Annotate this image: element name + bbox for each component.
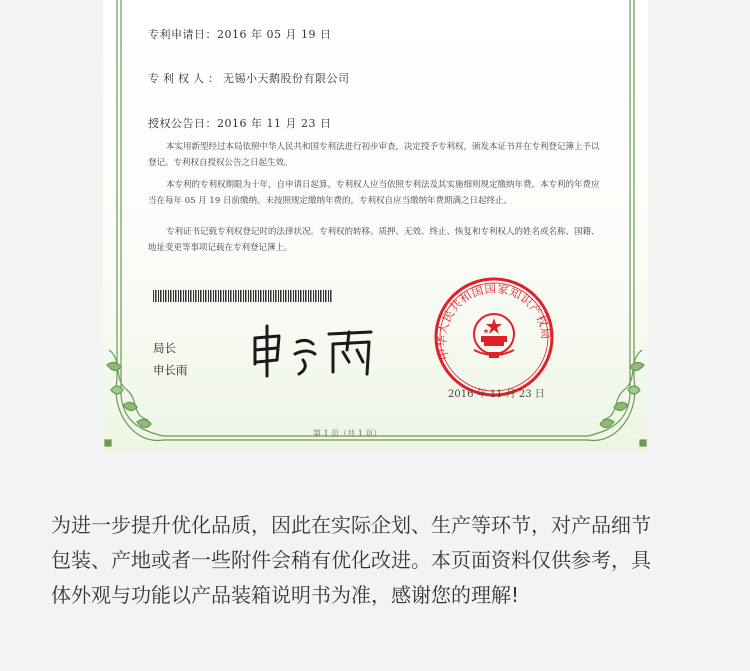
certificate-paragraph-1: 本实用新型经过本局依照中华人民共和国专利法进行初步审查，决定授予专利权，颁发本证书并在专利登记簿上予以登记。专利权自授权公告之日起生效。 [148,142,600,168]
patentee-row [148,70,350,86]
seal-text: 中华人民共和国国家知识产权局 [434,281,554,362]
application-date: 专利申请日：2016 年 05 月 19 日 [148,28,332,41]
seal-date: 2016 年 11 月 23 日 [448,389,545,400]
director-signature [243,320,383,380]
patent-certificate [103,0,648,452]
notice-line-1: 为进一步提升优化品质，因此在实际企划、生产等环节，对产品细节 [51,513,651,537]
patentee-name: 无锡小天鹅股份有限公司 [223,72,350,85]
certificate-paragraph-2: 本专利的专利权期限为十年，自申请日起算。专利权人应当依照专利法及其实施细则规定缴纳年费。本专利的年费应当在每年 05 月 19 日前缴纳。未按照规定缴纳年费的，专利权自应当缴纳年费期满之日起终止。 [148,180,600,206]
notice-line-3: 体外观与功能以产品装箱说明书为准，感谢您的理解! [51,583,520,607]
director-title: 局长 [153,341,176,355]
director-name: 申长雨 [153,363,188,377]
grant-date: 授权公告日：2016 年 11 月 23 日 [148,117,332,130]
barcode [153,290,333,302]
patentee-label: 专利权人： [148,72,223,85]
certificate-paragraph-3: 专利证书记载专利权登记时的法律状况。专利权的转移、质押、无效、终止、恢复和专利权人的姓名或名称、国籍、地址变更等事项记载在专利登记簿上。 [148,227,600,253]
page-info: 第 1 页（共 1 页） [313,429,382,438]
official-seal [429,272,559,402]
notice-line-2: 包装、产地或者一些附件会稍有优化改进。本页面资料仅供参考，具 [51,548,651,572]
disclaimer-notice [51,508,713,613]
